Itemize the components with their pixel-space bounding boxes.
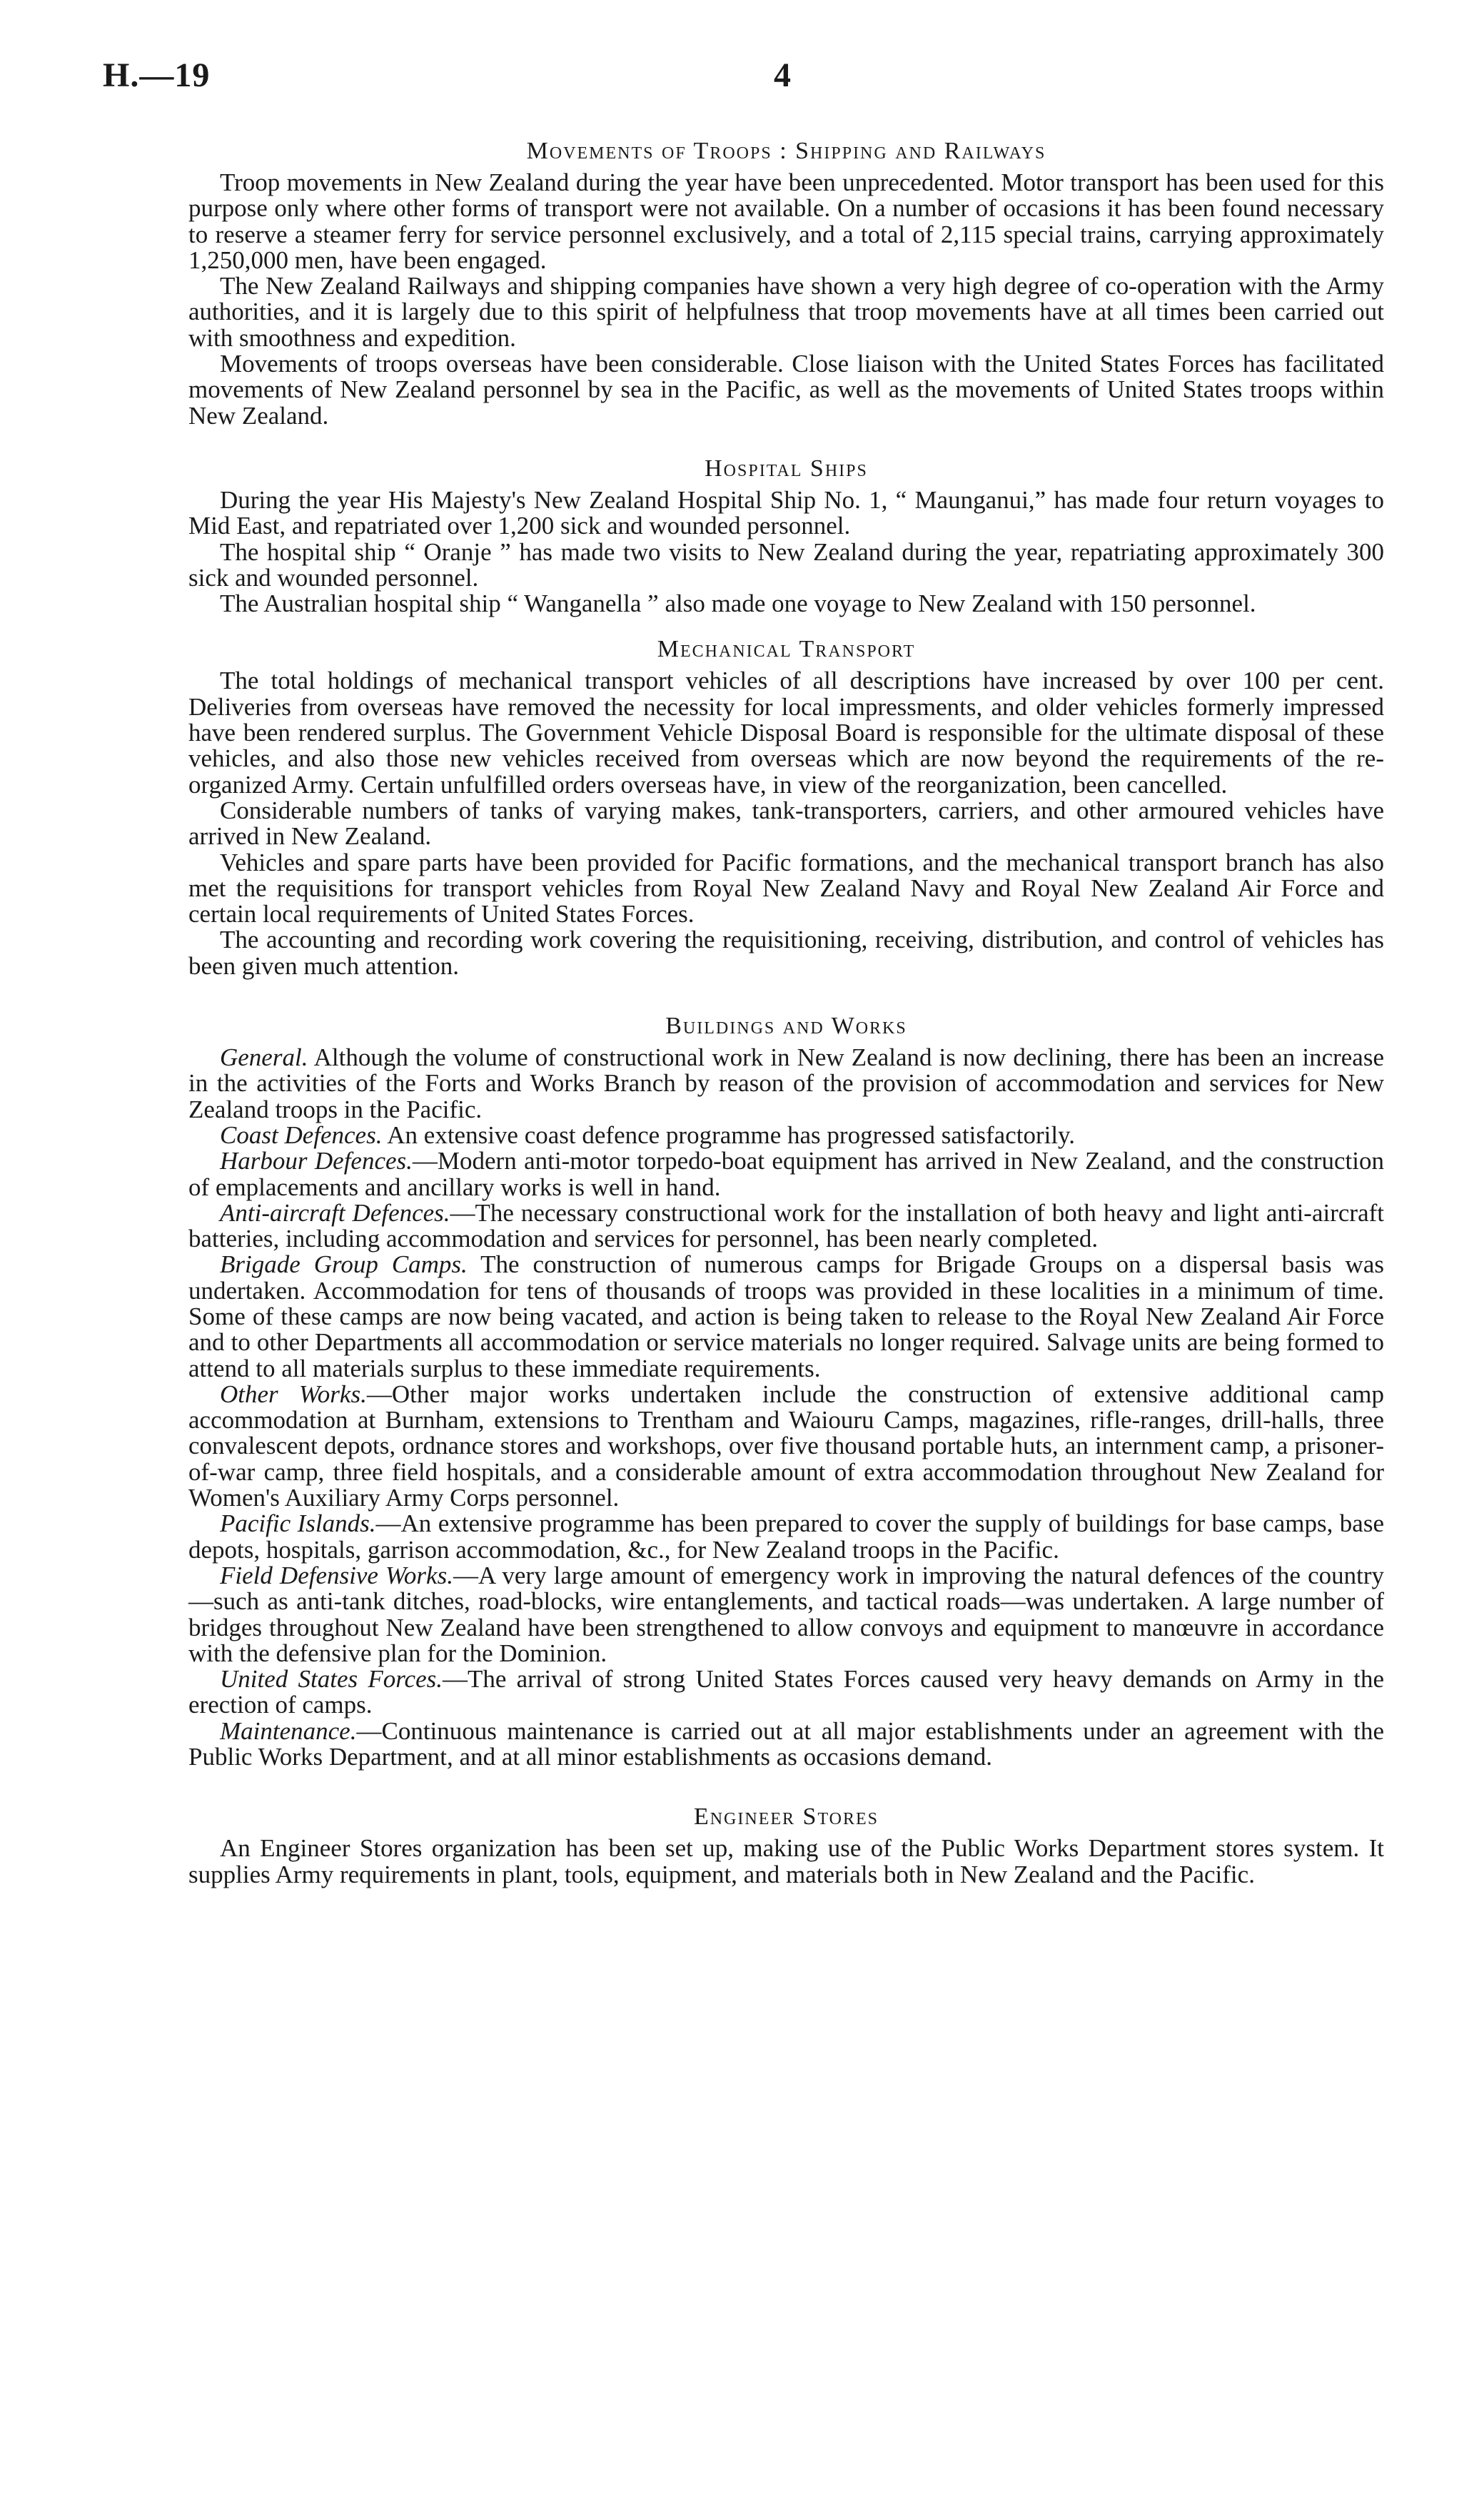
paragraph: During the year His Majesty's New Zealand Hospital Ship No. 1, “ Maunganui,” has made four return voyages to Mid East, and repatriated over 1,200 sick and wounded personnel.	[188, 485, 1384, 540]
subsection-text: —Continuous maintenance is carried out at all major establishments under an agreement with the Public Works Department, and at all minor establishments as occasions demand.	[188, 1716, 1384, 1771]
subsection-label: Field Defensive Works.	[220, 1561, 453, 1589]
subsection-general	[188, 1045, 1384, 1123]
section-mechanical-transport	[188, 634, 1384, 979]
paragraph: The hospital ship “ Oranje ” has made two visits to New Zealand during the year, repatriating approximately 300 sick and wounded personnel.	[188, 537, 1384, 592]
subsection-label: United States Forces.	[220, 1665, 443, 1694]
subsection-text: —An extensive programme has been prepared to cover the supply of buildings for base camps, base depots, hospitals, garrison accommodation, &c., for New Zealand troops in the Pacific.	[188, 1509, 1384, 1564]
subsection-label: Other Works.	[220, 1380, 367, 1408]
section-troop-movements	[188, 136, 1384, 429]
section-title: Hospital Ships	[705, 455, 868, 482]
section-hospital-ships	[188, 453, 1384, 617]
subsection-field-defensive-works	[188, 1563, 1384, 1666]
paragraph: The accounting and recording work covering the requisitioning, receiving, distribution, and control of vehicles has been given much attention.	[188, 926, 1384, 980]
document-reference: H.—19	[103, 56, 211, 94]
subsection-label: Pacific Islands.	[220, 1509, 376, 1538]
subsection-harbour-defences	[188, 1148, 1384, 1200]
subsection-text: —Modern anti-motor torpedo-boat equipment has arrived in New Zealand, and the construction of emplacements and ancillary works is well in hand.	[188, 1147, 1384, 1201]
subsection-label: General.	[220, 1043, 308, 1072]
subsection-label: Coast Defences.	[220, 1120, 383, 1149]
paragraph: The Australian hospital ship “ Wanganella ” also made one voyage to New Zealand with 150 personnel.	[220, 589, 1256, 618]
paragraph: The total holdings of mechanical transport vehicles of all descriptions have increased by over 100 per cent. Deliveries from overseas have removed the necessity for local impressments, and older vehicles formerly impressed have been rendered surplus. The Government Vehicle Disposal Board is responsible for the ultimate disposal of these vehicles, and also those new vehicles received from overseas which are now beyond the requirements of the re-organized Army. Certain unfulfilled orders overseas have, in view of the reorganization, been cancelled.	[188, 667, 1384, 799]
section-title: Mechanical Transport	[657, 636, 916, 663]
subsection-text: An extensive coast defence programme has progressed satisfactorily.	[382, 1120, 1076, 1149]
subsection-pacific-islands	[188, 1511, 1384, 1563]
subsection-anti-aircraft-defences	[188, 1200, 1384, 1253]
subsection-coast-defences	[188, 1120, 1384, 1149]
subsection-text: —The necessary constructional work for the installation of both heavy and light anti-aircraft batteries, including accommodation and services for personnel, has been nearly completed.	[188, 1198, 1384, 1253]
subsection-maintenance	[188, 1716, 1384, 1771]
subsection-text: Although the volume of constructional work in New Zealand is now declining, there has been an increase in the activities of the Forts and Works Branch by reason of the provision of accommodation and services for New Zealand troops in the Pacific.	[188, 1043, 1384, 1123]
subsection-text: The construction of numerous camps for Brigade Groups on a dispersal basis was undertaken. Accommodation for tens of thousands of troops was provided in these localities in a minimum of time. Some of these camps are now being vacated, and action is being taken to release to the Royal New Zealand Air Force and to other Departments all accommodation or service materials no longer required. Salvage units are being formed to attend to all materials surplus to these immediate requirements.	[188, 1250, 1384, 1382]
section-title: Movements of Troops : Shipping and Railways	[526, 138, 1046, 164]
subsection-text: —A very large amount of emergency work in improving the natural defences of the country—such as anti-tank ditches, road-blocks, wire entanglements, and tactical roads—was undertaken. A large number of bridges throughout New Zealand have been strengthened to allow convoys and equipment to manœuvre in accordance with the defensive plan for the Dominion.	[188, 1561, 1384, 1667]
page-number: 4	[774, 56, 791, 94]
subsection-text: —The arrival of strong United States Forces caused very heavy demands on Army in the erection of camps.	[188, 1665, 1384, 1719]
subsection-text: —Other major works undertaken include the construction of extensive additional camp accommodation at Burnham, extensions to Trentham and Waiouru Camps, magazines, rifle-ranges, drill-halls, three convalescent depots, ordnance stores and workshops, over five thousand portable huts, an internment camp, a prisoner-of-war camp, three field hospitals, and a considerable amount of extra accommodation throughout New Zealand for Women's Auxiliary Army Corps personnel.	[188, 1380, 1385, 1512]
subsection-label: Anti-aircraft Defences.	[220, 1198, 450, 1227]
subsection-other-works	[188, 1382, 1384, 1511]
paragraph: Considerable numbers of tanks of varying makes, tank-transporters, carriers, and other armoured vehicles have arrived in New Zealand.	[188, 796, 1384, 851]
page-header	[103, 56, 1484, 106]
paragraph: The New Zealand Railways and shipping companies have shown a very high degree of co-operation with the Army authorities, and it is largely due to this spirit of helpfulness that troop movements have at all times been carried out with smoothness and expedition.	[188, 272, 1384, 352]
section-buildings-and-works	[188, 1011, 1384, 1770]
section-title: Buildings and Works	[665, 1013, 907, 1040]
paragraph: An Engineer Stores organization has been set up, making use of the Public Works Department stores system. It supplies Army requirements in plant, tools, equipment, and materials both in New Zealand and the Pacific.	[188, 1834, 1384, 1888]
section-title: Engineer Stores	[693, 1803, 879, 1831]
paragraph: Troop movements in New Zealand during the year have been unprecedented. Motor transport has been used for this purpose only where other forms of transport were not available. On a number of occasions it has been found necessary to reserve a steamer ferry for service personnel exclusively, and a total of 2,115 special trains, carrying approximately 1,250,000 men, have been engaged.	[188, 168, 1384, 274]
subsection-brigade-group-camps	[188, 1252, 1384, 1381]
section-engineer-stores	[188, 1801, 1384, 1888]
subsection-label: Brigade Group Camps.	[220, 1250, 468, 1279]
subsection-united-states-forces	[188, 1666, 1384, 1719]
subsection-label: Harbour Defences.	[220, 1147, 413, 1175]
paragraph: Movements of troops overseas have been considerable. Close liaison with the United States Forces has facilitated movements of New Zealand personnel by sea in the Pacific, as well as the movements of United States troops within New Zealand.	[188, 350, 1384, 430]
paragraph: Vehicles and spare parts have been provided for Pacific formations, and the mechanical transport branch has also met the requisitions for transport vehicles from Royal New Zealand Navy and Royal New Zealand Air Force and certain local requirements of United States Forces.	[188, 848, 1384, 928]
subsection-label: Maintenance.	[220, 1716, 357, 1745]
page-content	[188, 136, 1384, 1888]
